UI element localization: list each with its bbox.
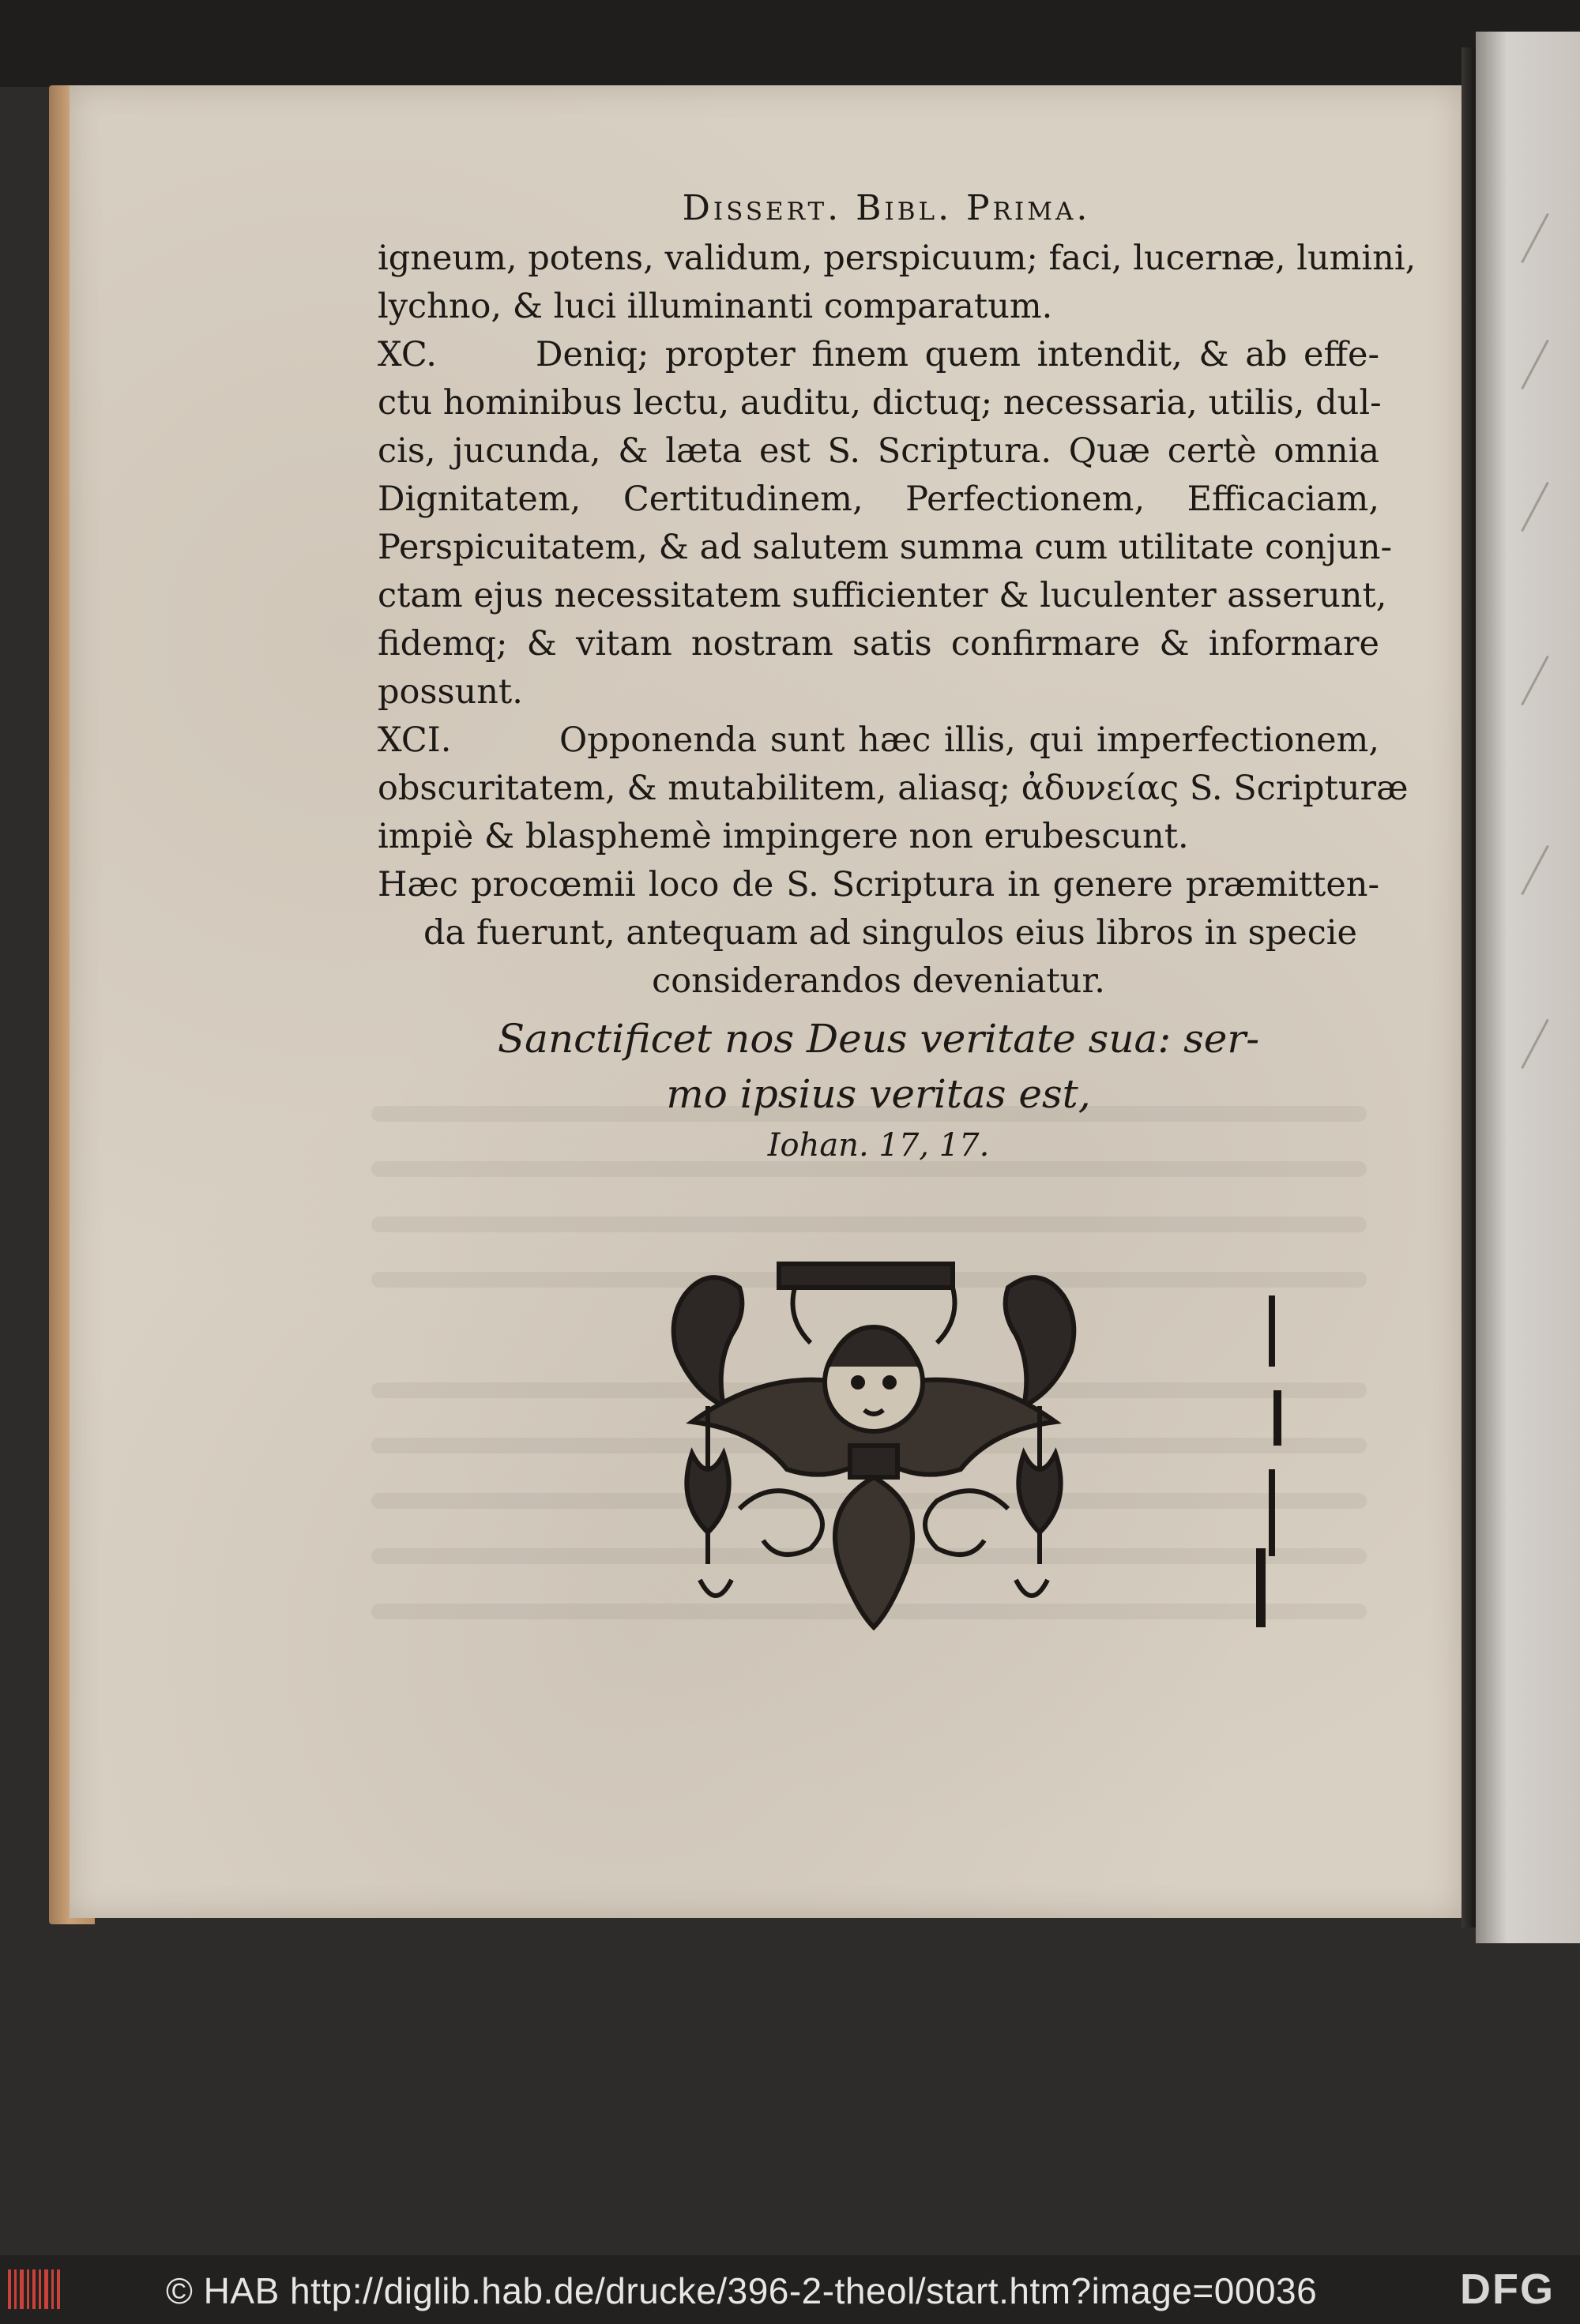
handwriting-mark [1521, 845, 1549, 895]
show-through [371, 1217, 1367, 1232]
text-line: Perspicuitatem, & ad salutem summa cum utilitate conjun- [378, 528, 1393, 567]
text-line: lychno, & luci illuminanti comparatum. [378, 287, 1053, 326]
text-line: Dignitatem, Certitudinem, Perfectionem, Efficaciam, [378, 479, 1379, 519]
text-line: da fuerunt, antequam ad singulos eius libros in specie [423, 913, 1358, 953]
book-gutter [1462, 47, 1477, 1927]
dfg-logo: DFG [1460, 2266, 1555, 2313]
handwriting-mark [1521, 213, 1549, 263]
section-number: XCI. [378, 720, 452, 760]
text-line: considerandos deveniatur. [652, 961, 1105, 1001]
handwriting-mark [1521, 340, 1549, 389]
border-mark [1256, 1548, 1266, 1627]
text-line: cis, jucunda, & læta est S. Scriptura. Quæ certè omnia [378, 431, 1379, 471]
handwriting-mark [1521, 1019, 1549, 1069]
handwriting-mark [1521, 656, 1549, 705]
text-line: fidemq; & vitam nostram satis confirmare & informare [378, 624, 1379, 664]
text-line [378, 716, 1379, 765]
border-mark [1269, 1295, 1275, 1367]
woodcut-ornament-icon [653, 1248, 1095, 1643]
barcode-icon [8, 2269, 63, 2309]
text-line: ctu hominibus lectu, auditu, dictuq; necessaria, utilis, dul- [378, 383, 1382, 423]
footer-bar [0, 2255, 1580, 2324]
running-header: Dissert. Bibl. Prima. [682, 188, 1091, 228]
scan-background [0, 0, 1580, 87]
motto-reference: Iohan. 17, 17. [767, 1127, 990, 1164]
text-line [378, 331, 1379, 379]
text-line-body: Opponenda sunt hæc illis, qui imperfectionem, [559, 720, 1379, 760]
handwriting-mark [1521, 482, 1549, 532]
text-line: Hæc procœmii loco de S. Scriptura in genere præmitten- [378, 865, 1379, 904]
border-mark [1273, 1390, 1281, 1446]
text-line: possunt. [378, 672, 523, 712]
section-number: XC. [378, 335, 437, 374]
text-line: impiè & blasphemè impingere non erubescunt. [378, 817, 1189, 856]
copyright-link[interactable]: © HAB http://diglib.hab.de/drucke/396-2-theol/start.htm?image=00036 [166, 2270, 1318, 2311]
text-line: igneum, potens, validum, perspicuum; faci, lucernæ, lumini, [378, 239, 1416, 278]
text-line: ctam ejus necessitatem sufficienter & luculenter asserunt, [378, 576, 1387, 615]
facing-page-edge [1476, 32, 1580, 1943]
motto-line: Sanctificet nos Deus veritate sua: ser- [497, 1016, 1260, 1062]
border-mark [1269, 1469, 1275, 1556]
page-text [378, 188, 1416, 1006]
closing-motto [378, 1011, 1379, 1169]
motto-line: mo ipsius veritas est, [666, 1071, 1091, 1117]
text-line: obscuritatem, & mutabilitem, aliasq; ἀδυνείας S. Scripturæ [378, 769, 1409, 808]
text-line-body: Deniq; propter finem quem intendit, & ab effe- [536, 335, 1379, 374]
